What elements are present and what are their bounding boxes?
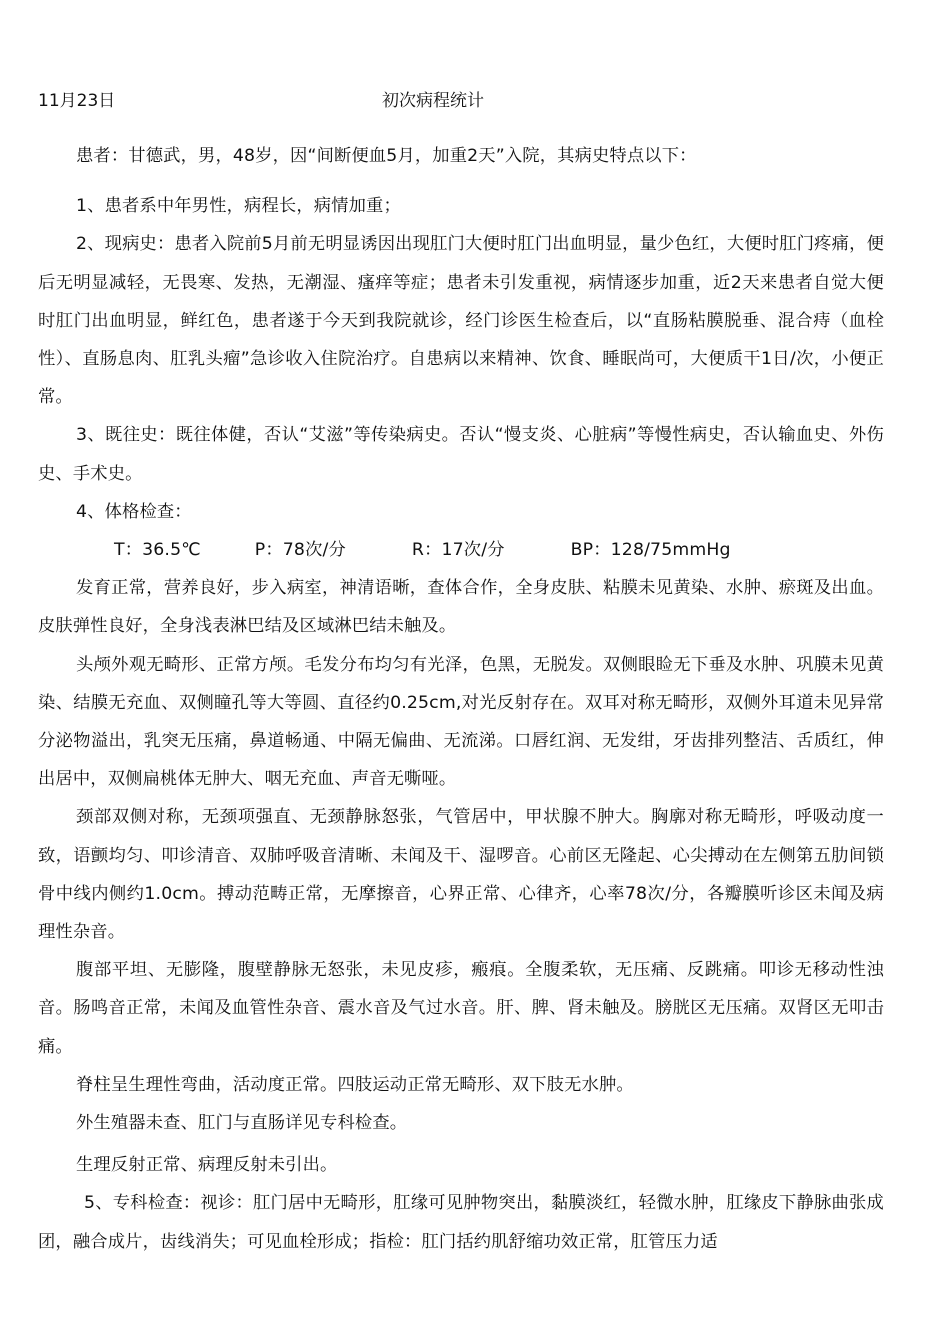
exam-spine-limbs: 脊柱呈生理性弯曲，活动度正常。四肢运动正常无畸形、双下肢无水肿。 — [76, 1074, 634, 1095]
document-header — [38, 88, 884, 114]
item-3-past-history: 3、既往史：既往体健，否认“艾滋”等传染病史。否认“慢支炎、心脏病”等慢性病史，否认输血史、外伤史、手术史。 — [38, 425, 884, 484]
item-1-summary: 1、患者系中年男性，病程长，病情加重； — [76, 196, 401, 217]
exam-general: 发育正常，营养良好，步入病室，神清语晰，查体合作，全身皮肤、粘膜未见黄染、水肿、瘀斑及出血。皮肤弹性良好，全身浅表淋巴结及区域淋巴结未触及。 — [38, 578, 884, 637]
exam-abdomen: 腹部平坦、无膨隆，腹壁静脉无怒张，未见皮疹，瘢痕。全腹柔软，无压痛、反跳痛。叩诊无移动性浊音。肠鸣音正常，未闻及血管性杂音、震水音及气过水音。肝、脾、肾未触及。膀胱区无压痛。双肾区无叩击痛。 — [38, 960, 884, 1057]
item-5-specialist-exam: 5、专科检查：视诊：肛门居中无畸形，肛缘可见肿物突出，黏膜淡红，轻微水肿，肛缘皮下静脉曲张成团，融合成片，齿线消失；可见血栓形成；指检：肛门括约肌舒缩功效正常，肛管压力适 — [38, 1193, 884, 1252]
vital-signs — [38, 531, 884, 569]
exam-reflex: 生理反射正常、病理反射未引出。 — [76, 1155, 338, 1176]
document-title: 初次病程统计 — [382, 91, 484, 111]
document-body — [38, 137, 884, 1261]
record-date: 11月23日 — [38, 91, 116, 111]
exam-genital-anus: 外生殖器未查、肛门与直肠详见专科检查。 — [76, 1113, 408, 1134]
vital-respiration: R：17次/分 — [411, 540, 505, 561]
vital-blood-pressure: BP：128/75mmHg — [570, 540, 731, 561]
item-2-present-illness: 2、现病史：患者入院前5月前无明显诱因出现肛门大便时肛门出血明显，量少色红，大便时肛门疼痛，便后无明显减轻，无畏寒、发热，无潮湿、瘙痒等症；患者未引发重视，病情逐步加重，近2天来患者自觉大便时肛门出血明显，鲜红色，患者遂于今天到我院就诊，经门诊医生检查后，以“直肠粘膜脱垂、混合痔（血栓性）、直肠息肉、肛乳头瘤”急诊收入住院治疗。自患病以来精神、饮食、睡眠尚可，大便质干1日/次，小便正常。 — [38, 234, 884, 408]
exam-neck-chest: 颈部双侧对称，无颈项强直、无颈静脉怒张，气管居中，甲状腺不肿大。胸廓对称无畸形，呼吸动度一致，语颤均匀、叩诊清音、双肺呼吸音清晰、未闻及干、湿啰音。心前区无隆起、心尖搏动在左侧第五肋间锁骨中线内侧约1.0cm。搏动范畴正常，无摩擦音，心界正常、心律齐，心率78次/分，各瓣膜听诊区未闻及病理性杂音。 — [38, 807, 884, 943]
item-4-physical-exam-heading: 4、体格检查： — [76, 501, 192, 522]
patient-intro: 患者：甘德武，男，48岁，因“间断便血5月，加重2天”入院，其病史特点以下： — [76, 146, 697, 166]
vital-pulse: P：78次/分 — [254, 540, 346, 561]
exam-head: 头颅外观无畸形、正常方颅。毛发分布均匀有光泽，色黑，无脱发。双侧眼睑无下垂及水肿、巩膜未见黄染、结膜无充血、双侧瞳孔等大等圆、直径约0.25cm,对光反射存在。双耳对称无畸形，双侧外耳道未见异常分泌物溢出，乳突无压痛，鼻道畅通、中隔无偏曲、无流涕。口唇红润、无发绀，牙齿排列整洁、舌质红，伸出居中，双侧扁桃体无肿大、咽无充血、声音无嘶哑。 — [38, 654, 884, 790]
vital-temperature: T：36.5℃ — [114, 540, 201, 561]
